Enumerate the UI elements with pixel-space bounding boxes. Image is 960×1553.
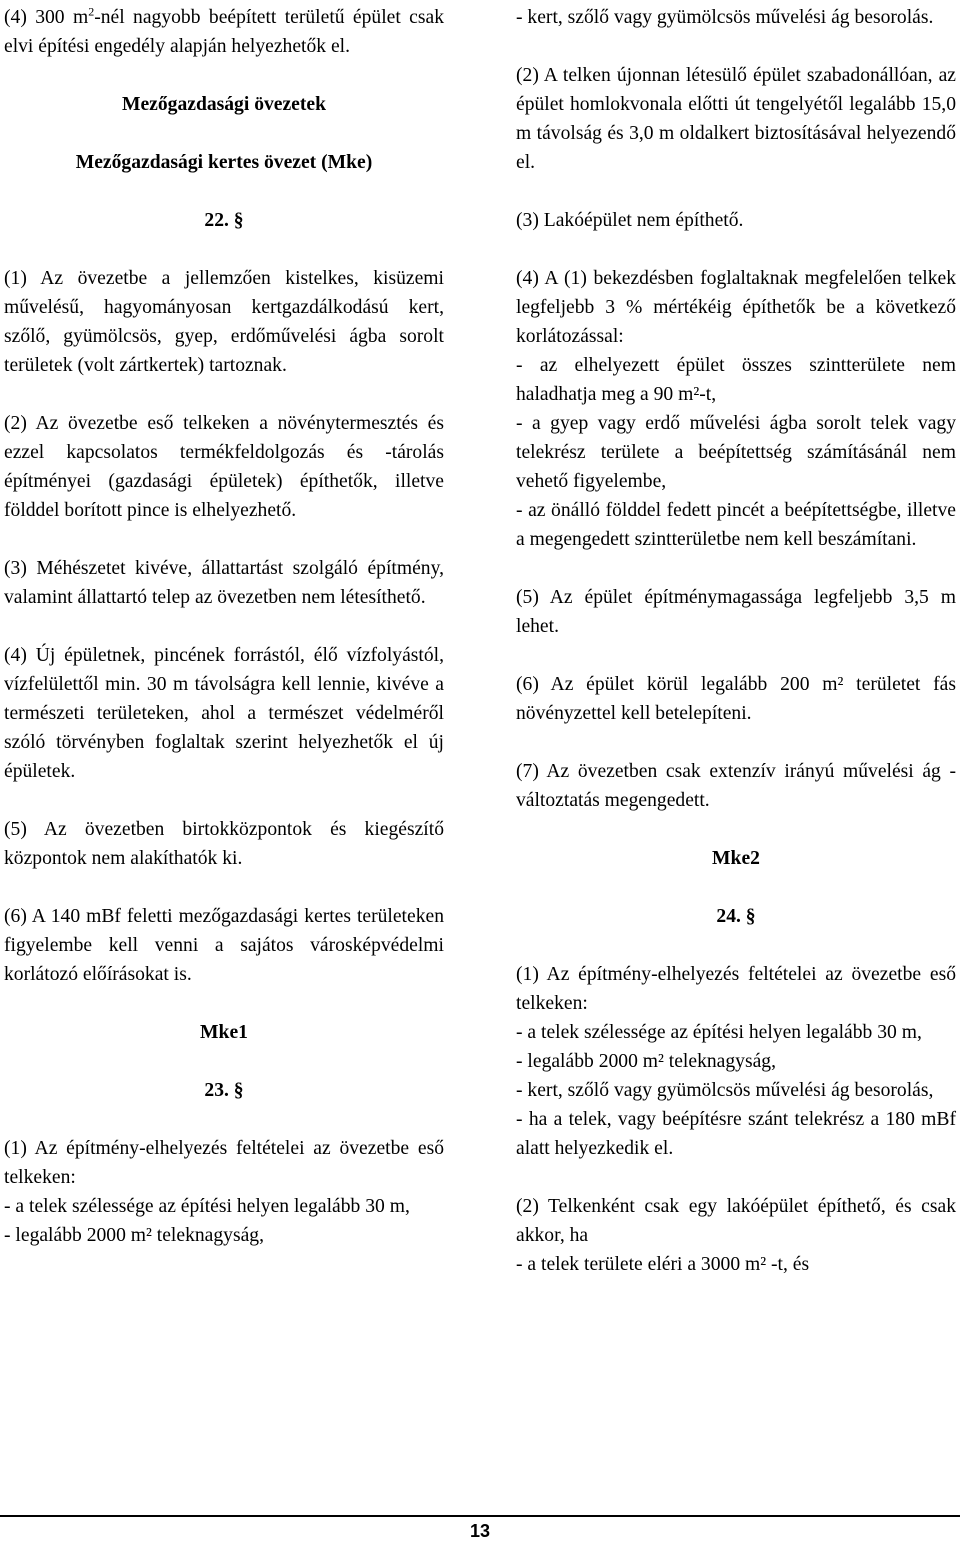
section-24-heading: 24. §	[716, 906, 756, 927]
paragraph-22-5: (5) Az övezetben birtokközpontok és kiegészítő központok nem alakíthatók ki.	[4, 819, 444, 869]
paragraph-23-3: (3) Lakóépület nem építhető.	[516, 210, 744, 231]
list-item-23-4c: - az önálló földdel fedett pincét a beépítettségbe, illetve a megengedett szintterületbe nem kell beszámítani.	[516, 500, 956, 550]
heading-mke1: Mke1	[200, 1022, 248, 1043]
paragraph-23-1: (1) Az építmény-elhelyezés feltételei az övezetbe eső telkeken:	[4, 1138, 444, 1188]
paragraph-23-5: (5) Az épület építménymagassága legfeljebb 3,5 m lehet.	[516, 587, 956, 637]
paragraph-22-4: (4) Új épületnek, pincének forrástól, élő vízfolyástól, vízfelülettől min. 30 m távolságra kell lennie, kivéve a természeti területeken, ahol a természet védelméről szóló törvényben foglaltak szerint helyezhetők el új épületek.	[4, 645, 444, 782]
list-item-23-c: - kert, szőlő vagy gyümölcsös művelési ág besorolás.	[516, 7, 934, 28]
paragraph-24-2: (2) Telkenként csak egy lakóépület építhető, és csak akkor, ha	[516, 1196, 956, 1246]
text-fragment: -nél nagyobb beépített területű épület csak elvi építési engedély alapján helyezhetők el.	[4, 7, 444, 57]
list-item-23-b: - legalább 2000 m² teleknagyság,	[4, 1225, 264, 1246]
page-number: 13	[469, 1521, 491, 1541]
paragraph-22-6: (6) A 140 mBf feletti mezőgazdasági kertes területeken figyelembe kell venni a sajátos városképvédelmi korlátozó előírásokat is.	[4, 906, 444, 985]
heading-mke-zone: Mezőgazdasági kertes övezet (Mke)	[75, 152, 373, 173]
paragraph-23-4: (4) A (1) bekezdésben foglaltaknak megfelelően telkek legfeljebb 3 % mértékéig építhetők be a következő korlátozással:	[516, 268, 956, 347]
list-item-23-4b: - a gyep vagy erdő művelési ágba sorolt telek vagy telekrész területe a beépítettség számításánál nem vehető figyelembe,	[516, 413, 956, 492]
paragraph-24-1: (1) Az építmény-elhelyezés feltételei az övezetbe eső telkeken:	[516, 964, 956, 1014]
paragraph-22-2: (2) Az övezetbe eső telkeken a növénytermesztés és ezzel kapcsolatos termékfeldolgozás és -tárolás építményei (gazdasági épületek) építhetők, illetve földdel borított pince is elhelyezhető.	[4, 413, 444, 521]
heading-agricultural-zones: Mezőgazdasági övezetek	[121, 94, 327, 115]
list-item-23-4a: - az elhelyezett épület összes szintterülete nem haladhatja meg a 90 m²-t,	[516, 355, 956, 405]
right-column	[516, 3, 956, 1279]
paragraph-23-7: (7) Az övezetben csak extenzív irányú művelési ág - változtatás megengedett.	[516, 761, 956, 811]
list-item-24-b: - legalább 2000 m² teleknagyság,	[516, 1051, 776, 1072]
paragraph-22-3: (3) Méhészetet kivéve, állattartást szolgáló építmény, valamint állattartó telep az övezetben nem létesíthető.	[4, 558, 444, 608]
paragraph-22-1: (1) Az övezetbe a jellemzően kistelkes, kisüzemi művelésű, hagyományosan kertgazdálkodású kert, szőlő, gyümölcsös, gyep, erdőművelési ágba sorolt területek (volt zártkertek) tartoznak.	[4, 268, 444, 376]
text-fragment: (4) 300 m	[4, 7, 89, 28]
paragraph-23-6: (6) Az épület körül legalább 200 m² területet fás növényzettel kell betelepíteni.	[516, 674, 956, 724]
paragraph-built-area	[4, 3, 444, 61]
section-23-heading: 23. §	[204, 1080, 244, 1101]
paragraph-23-2: (2) A telken újonnan létesülő épület szabadonállóan, az épület homlokvonala előtti út tengelyétől legalább 15,0 m távolság és 3,0 m oldalkert biztosításával helyezendő el.	[516, 65, 956, 173]
list-item-24-a: - a telek szélessége az építési helyen legalább 30 m,	[516, 1022, 922, 1043]
heading-mke2: Mke2	[712, 848, 760, 869]
left-column	[4, 3, 444, 1250]
list-item-24-d: - ha a telek, vagy beépítésre szánt telekrész a 180 mBf alatt helyezkedik el.	[516, 1109, 956, 1159]
section-22-heading: 22. §	[204, 210, 244, 231]
list-item-23-a: - a telek szélessége az építési helyen legalább 30 m,	[4, 1196, 410, 1217]
footer-rule	[0, 1515, 960, 1517]
superscript: 2	[88, 4, 95, 19]
list-item-24-c: - kert, szőlő vagy gyümölcsös művelési ág besorolás,	[516, 1080, 934, 1101]
list-item-24-2a: - a telek területe eléri a 3000 m² -t, és	[516, 1254, 810, 1275]
